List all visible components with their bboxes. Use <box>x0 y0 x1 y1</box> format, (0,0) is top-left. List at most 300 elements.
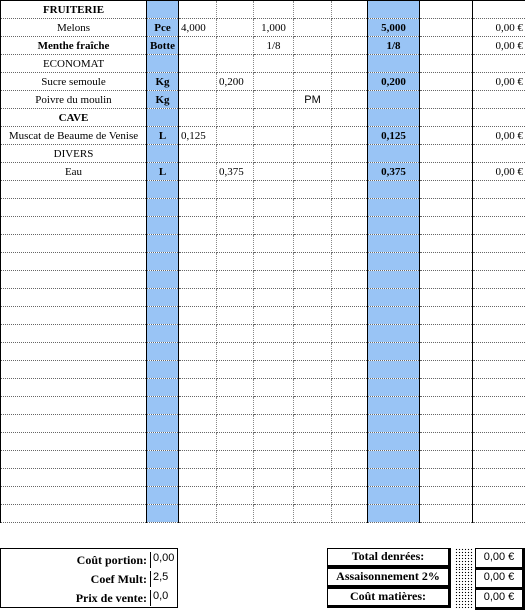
quantity-cell-3[interactable] <box>254 199 294 217</box>
unit-price-cell[interactable] <box>420 235 473 253</box>
quantity-cell-4[interactable] <box>294 37 332 55</box>
total-denrees-value[interactable]: 0,00 € <box>475 548 525 570</box>
empty-row <box>1 361 525 379</box>
quantity-cell-2[interactable] <box>217 379 254 397</box>
quantity-cell-1[interactable] <box>179 433 217 451</box>
quantity-cell-2[interactable] <box>217 487 254 505</box>
total-quantity-cell[interactable] <box>368 397 420 415</box>
ingredient-name-cell[interactable] <box>1 235 147 253</box>
quantity-cell-4[interactable] <box>294 73 332 91</box>
unit-cell[interactable] <box>147 109 179 127</box>
total-quantity-cell[interactable] <box>368 325 420 343</box>
quantity-cell-4[interactable] <box>294 361 332 379</box>
price-cell[interactable] <box>473 469 525 487</box>
quantity-cell-1[interactable] <box>179 451 217 469</box>
unit-price-cell[interactable] <box>420 433 473 451</box>
unit-cell[interactable]: L <box>147 163 179 181</box>
quantity-cell-1[interactable] <box>179 73 217 91</box>
unit-price-cell[interactable] <box>420 1 473 19</box>
quantity-cell-3[interactable] <box>254 487 294 505</box>
ingredient-name-cell[interactable] <box>1 361 147 379</box>
total-quantity-cell[interactable]: 1/8 <box>368 37 420 55</box>
price-cell[interactable] <box>473 325 525 343</box>
unit-cell[interactable]: Botte <box>147 37 179 55</box>
ingredient-name-cell[interactable]: ECONOMAT <box>1 55 147 73</box>
quantity-cell-5[interactable] <box>332 217 368 235</box>
quantity-cell-3[interactable] <box>254 55 294 73</box>
quantity-cell-1[interactable] <box>179 397 217 415</box>
unit-cell[interactable] <box>147 235 179 253</box>
total-quantity-cell[interactable] <box>368 217 420 235</box>
quantity-cell-4[interactable] <box>294 55 332 73</box>
ingredient-name-cell[interactable] <box>1 253 147 271</box>
quantity-cell-2[interactable] <box>217 19 254 37</box>
price-cell[interactable] <box>473 415 525 433</box>
total-quantity-cell[interactable] <box>368 487 420 505</box>
price-cell[interactable] <box>473 361 525 379</box>
ingredient-name-cell[interactable] <box>1 415 147 433</box>
quantity-cell-3[interactable] <box>254 451 294 469</box>
quantity-cell-3[interactable] <box>254 127 294 145</box>
total-quantity-cell[interactable] <box>368 253 420 271</box>
unit-price-cell[interactable] <box>420 19 473 37</box>
quantity-cell-3[interactable] <box>254 271 294 289</box>
unit-cell[interactable] <box>147 505 179 523</box>
quantity-cell-1[interactable] <box>179 109 217 127</box>
price-cell[interactable] <box>473 1 525 19</box>
unit-cell[interactable] <box>147 487 179 505</box>
total-quantity-cell[interactable] <box>368 307 420 325</box>
unit-cell[interactable] <box>147 181 179 199</box>
ingredient-name-cell[interactable]: Melons <box>1 19 147 37</box>
quantity-cell-5[interactable] <box>332 397 368 415</box>
unit-price-cell[interactable] <box>420 145 473 163</box>
quantity-cell-4[interactable] <box>294 19 332 37</box>
quantity-cell-1[interactable] <box>179 91 217 109</box>
quantity-cell-4[interactable] <box>294 1 332 19</box>
unit-cell[interactable] <box>147 199 179 217</box>
unit-price-cell[interactable] <box>420 397 473 415</box>
quantity-cell-4[interactable] <box>294 145 332 163</box>
quantity-cell-4[interactable] <box>294 397 332 415</box>
quantity-cell-3[interactable] <box>254 325 294 343</box>
price-cell[interactable] <box>473 109 525 127</box>
quantity-cell-2[interactable] <box>217 469 254 487</box>
quantity-cell-3[interactable] <box>254 235 294 253</box>
quantity-cell-3[interactable] <box>254 91 294 109</box>
total-quantity-cell[interactable]: 5,000 <box>368 19 420 37</box>
unit-cell[interactable] <box>147 289 179 307</box>
quantity-cell-2[interactable] <box>217 181 254 199</box>
ingredient-name-cell[interactable] <box>1 307 147 325</box>
ingredient-name-cell[interactable] <box>1 217 147 235</box>
unit-cell[interactable] <box>147 55 179 73</box>
unit-price-cell[interactable] <box>420 73 473 91</box>
quantity-cell-5[interactable] <box>332 505 368 523</box>
total-quantity-cell[interactable] <box>368 451 420 469</box>
quantity-cell-3[interactable] <box>254 433 294 451</box>
quantity-cell-5[interactable] <box>332 451 368 469</box>
unit-cell[interactable] <box>147 253 179 271</box>
quantity-cell-2[interactable] <box>217 343 254 361</box>
assaisonnement-value[interactable]: 0,00 € <box>475 568 525 590</box>
ingredient-name-cell[interactable]: Sucre semoule <box>1 73 147 91</box>
total-quantity-cell[interactable] <box>368 145 420 163</box>
quantity-cell-5[interactable] <box>332 343 368 361</box>
quantity-cell-1[interactable] <box>179 325 217 343</box>
total-quantity-cell[interactable] <box>368 235 420 253</box>
price-cell[interactable] <box>473 55 525 73</box>
unit-cell[interactable] <box>147 415 179 433</box>
quantity-cell-5[interactable] <box>332 1 368 19</box>
unit-cell[interactable] <box>147 307 179 325</box>
unit-price-cell[interactable] <box>420 199 473 217</box>
unit-price-cell[interactable] <box>420 325 473 343</box>
quantity-cell-4[interactable] <box>294 415 332 433</box>
quantity-cell-2[interactable] <box>217 199 254 217</box>
quantity-cell-4[interactable] <box>294 325 332 343</box>
ingredient-name-cell[interactable]: CAVE <box>1 109 147 127</box>
quantity-cell-5[interactable] <box>332 73 368 91</box>
unit-cell[interactable] <box>147 343 179 361</box>
total-quantity-cell[interactable]: 0,375 <box>368 163 420 181</box>
unit-cell[interactable] <box>147 271 179 289</box>
unit-cell[interactable]: Kg <box>147 91 179 109</box>
unit-price-cell[interactable] <box>420 109 473 127</box>
quantity-cell-1[interactable] <box>179 469 217 487</box>
quantity-cell-3[interactable] <box>254 505 294 523</box>
quantity-cell-5[interactable] <box>332 199 368 217</box>
quantity-cell-4[interactable] <box>294 307 332 325</box>
unit-price-cell[interactable] <box>420 127 473 145</box>
quantity-cell-1[interactable] <box>179 415 217 433</box>
quantity-cell-1[interactable] <box>179 505 217 523</box>
quantity-cell-4[interactable] <box>294 163 332 181</box>
unit-cell[interactable] <box>147 1 179 19</box>
total-quantity-cell[interactable] <box>368 469 420 487</box>
quantity-cell-1[interactable]: 0,125 <box>179 127 217 145</box>
quantity-cell-5[interactable] <box>332 181 368 199</box>
quantity-cell-5[interactable] <box>332 163 368 181</box>
unit-cell[interactable] <box>147 217 179 235</box>
quantity-cell-4[interactable] <box>294 109 332 127</box>
price-cell[interactable] <box>473 235 525 253</box>
ingredient-name-cell[interactable] <box>1 433 147 451</box>
quantity-cell-2[interactable] <box>217 397 254 415</box>
ingredient-name-cell[interactable]: DIVERS <box>1 145 147 163</box>
price-cell[interactable]: 0,00 € <box>473 163 525 181</box>
total-quantity-cell[interactable] <box>368 415 420 433</box>
unit-cell[interactable] <box>147 325 179 343</box>
quantity-cell-1[interactable] <box>179 289 217 307</box>
quantity-cell-3[interactable] <box>254 307 294 325</box>
ingredient-name-cell[interactable] <box>1 181 147 199</box>
unit-price-cell[interactable] <box>420 379 473 397</box>
coef-mult-label: Coef Mult: <box>91 572 147 587</box>
quantity-cell-4[interactable]: PM <box>294 91 332 109</box>
quantity-cell-1[interactable] <box>179 37 217 55</box>
quantity-cell-5[interactable] <box>332 433 368 451</box>
unit-cell[interactable] <box>147 451 179 469</box>
ingredient-name-cell[interactable] <box>1 397 147 415</box>
total-quantity-cell[interactable] <box>368 199 420 217</box>
quantity-cell-1[interactable] <box>179 145 217 163</box>
unit-price-cell[interactable] <box>420 487 473 505</box>
total-quantity-cell[interactable] <box>368 343 420 361</box>
ingredient-name-cell[interactable] <box>1 487 147 505</box>
quantity-cell-5[interactable] <box>332 469 368 487</box>
quantity-cell-2[interactable] <box>217 325 254 343</box>
price-cell[interactable]: 0,00 € <box>473 127 525 145</box>
unit-cell[interactable]: L <box>147 127 179 145</box>
unit-price-cell[interactable] <box>420 469 473 487</box>
quantity-cell-4[interactable] <box>294 379 332 397</box>
unit-price-cell[interactable] <box>420 253 473 271</box>
quantity-cell-2[interactable] <box>217 235 254 253</box>
ingredient-name-cell[interactable]: Muscat de Beaume de Venise <box>1 127 147 145</box>
total-quantity-cell[interactable] <box>368 379 420 397</box>
quantity-cell-3[interactable] <box>254 73 294 91</box>
unit-price-cell[interactable] <box>420 307 473 325</box>
total-quantity-cell[interactable]: 0,125 <box>368 127 420 145</box>
unit-cell[interactable] <box>147 397 179 415</box>
ingredient-name-cell[interactable]: Eau <box>1 163 147 181</box>
price-cell[interactable] <box>473 505 525 523</box>
unit-price-cell[interactable] <box>420 343 473 361</box>
quantity-cell-2[interactable] <box>217 55 254 73</box>
quantity-cell-2[interactable] <box>217 433 254 451</box>
price-cell[interactable] <box>473 289 525 307</box>
quantity-cell-3[interactable] <box>254 415 294 433</box>
unit-price-cell[interactable] <box>420 163 473 181</box>
unit-price-cell[interactable] <box>420 415 473 433</box>
quantity-cell-3[interactable] <box>254 397 294 415</box>
quantity-cell-4[interactable] <box>294 487 332 505</box>
unit-price-cell[interactable] <box>420 55 473 73</box>
quantity-cell-1[interactable] <box>179 1 217 19</box>
quantity-cell-3[interactable] <box>254 343 294 361</box>
unit-cell[interactable]: Pce <box>147 19 179 37</box>
quantity-cell-2[interactable] <box>217 109 254 127</box>
quantity-cell-3[interactable] <box>254 1 294 19</box>
quantity-cell-3[interactable] <box>254 145 294 163</box>
unit-price-cell[interactable] <box>420 37 473 55</box>
price-cell[interactable] <box>473 433 525 451</box>
quantity-cell-2[interactable] <box>217 145 254 163</box>
total-quantity-cell[interactable] <box>368 55 420 73</box>
quantity-cell-3[interactable] <box>254 379 294 397</box>
coef-mult-value[interactable]: 2,5 <box>150 571 176 587</box>
ingredient-name-cell[interactable] <box>1 343 147 361</box>
quantity-cell-1[interactable] <box>179 217 217 235</box>
unit-price-cell[interactable] <box>420 271 473 289</box>
quantity-cell-1[interactable] <box>179 361 217 379</box>
price-cell[interactable] <box>473 271 525 289</box>
quantity-cell-3[interactable] <box>254 109 294 127</box>
quantity-cell-2[interactable] <box>217 253 254 271</box>
total-quantity-cell[interactable] <box>368 505 420 523</box>
quantity-cell-1[interactable] <box>179 181 217 199</box>
quantity-cell-2[interactable] <box>217 127 254 145</box>
price-cell[interactable] <box>473 145 525 163</box>
total-quantity-cell[interactable] <box>368 1 420 19</box>
quantity-cell-2[interactable] <box>217 361 254 379</box>
quantity-cell-1[interactable] <box>179 343 217 361</box>
quantity-cell-2[interactable] <box>217 307 254 325</box>
quantity-cell-4[interactable] <box>294 271 332 289</box>
price-cell[interactable]: 0,00 € <box>473 19 525 37</box>
quantity-cell-1[interactable] <box>179 163 217 181</box>
total-quantity-cell[interactable] <box>368 109 420 127</box>
price-cell[interactable] <box>473 91 525 109</box>
quantity-cell-2[interactable]: 0,375 <box>217 163 254 181</box>
ingredient-name-cell[interactable] <box>1 289 147 307</box>
ingredient-name-cell[interactable] <box>1 451 147 469</box>
quantity-cell-4[interactable] <box>294 289 332 307</box>
quantity-cell-4[interactable] <box>294 235 332 253</box>
quantity-cell-4[interactable] <box>294 127 332 145</box>
price-cell[interactable] <box>473 307 525 325</box>
quantity-cell-5[interactable] <box>332 235 368 253</box>
price-cell[interactable] <box>473 343 525 361</box>
quantity-cell-4[interactable] <box>294 451 332 469</box>
quantity-cell-5[interactable] <box>332 307 368 325</box>
quantity-cell-5[interactable] <box>332 361 368 379</box>
quantity-cell-1[interactable] <box>179 307 217 325</box>
unit-cell[interactable] <box>147 145 179 163</box>
quantity-cell-4[interactable] <box>294 181 332 199</box>
quantity-cell-2[interactable] <box>217 91 254 109</box>
quantity-cell-3[interactable]: 1,000 <box>254 19 294 37</box>
quantity-cell-3[interactable] <box>254 289 294 307</box>
ingredient-name-cell[interactable] <box>1 199 147 217</box>
quantity-cell-5[interactable] <box>332 55 368 73</box>
quantity-cell-1[interactable]: 4,000 <box>179 19 217 37</box>
quantity-cell-1[interactable] <box>179 271 217 289</box>
total-quantity-cell[interactable] <box>368 271 420 289</box>
quantity-cell-5[interactable] <box>332 379 368 397</box>
price-cell[interactable] <box>473 181 525 199</box>
unit-cell[interactable] <box>147 469 179 487</box>
quantity-cell-3[interactable] <box>254 181 294 199</box>
total-quantity-cell[interactable]: 0,200 <box>368 73 420 91</box>
cout-portion-value[interactable]: 0,00 <box>150 552 176 568</box>
quantity-cell-2[interactable] <box>217 415 254 433</box>
ingredient-row <box>1 163 525 181</box>
quantity-cell-5[interactable] <box>332 127 368 145</box>
quantity-cell-5[interactable] <box>332 271 368 289</box>
quantity-cell-5[interactable] <box>332 415 368 433</box>
ingredient-name-cell[interactable]: Poivre du moulin <box>1 91 147 109</box>
quantity-cell-5[interactable] <box>332 253 368 271</box>
total-quantity-cell[interactable] <box>368 91 420 109</box>
price-cell[interactable] <box>473 487 525 505</box>
unit-cell[interactable]: Kg <box>147 73 179 91</box>
quantity-cell-1[interactable] <box>179 487 217 505</box>
quantity-cell-2[interactable] <box>217 217 254 235</box>
ingredient-name-cell[interactable] <box>1 379 147 397</box>
quantity-cell-2[interactable] <box>217 271 254 289</box>
unit-price-cell[interactable] <box>420 217 473 235</box>
quantity-cell-2[interactable] <box>217 289 254 307</box>
ingredient-name-cell[interactable] <box>1 325 147 343</box>
quantity-cell-1[interactable] <box>179 199 217 217</box>
prix-vente-value[interactable]: 0,0 <box>150 590 176 606</box>
quantity-cell-1[interactable] <box>179 253 217 271</box>
quantity-cell-3[interactable] <box>254 361 294 379</box>
cout-matieres-value[interactable]: 0,00 € <box>475 588 525 610</box>
quantity-cell-4[interactable] <box>294 433 332 451</box>
price-cell[interactable] <box>473 451 525 469</box>
quantity-cell-2[interactable] <box>217 451 254 469</box>
total-quantity-cell[interactable] <box>368 433 420 451</box>
unit-cell[interactable] <box>147 379 179 397</box>
price-cell[interactable] <box>473 379 525 397</box>
quantity-cell-5[interactable] <box>332 325 368 343</box>
quantity-cell-3[interactable] <box>254 253 294 271</box>
price-cell[interactable] <box>473 217 525 235</box>
quantity-cell-5[interactable] <box>332 145 368 163</box>
quantity-cell-5[interactable] <box>332 19 368 37</box>
quantity-cell-4[interactable] <box>294 217 332 235</box>
ingredient-name-cell[interactable] <box>1 271 147 289</box>
ingredient-name-cell[interactable]: Menthe fraîche <box>1 37 147 55</box>
unit-cell[interactable] <box>147 361 179 379</box>
quantity-cell-2[interactable] <box>217 37 254 55</box>
price-cell[interactable] <box>473 199 525 217</box>
quantity-cell-4[interactable] <box>294 469 332 487</box>
price-cell[interactable]: 0,00 € <box>473 37 525 55</box>
quantity-cell-4[interactable] <box>294 199 332 217</box>
quantity-cell-5[interactable] <box>332 289 368 307</box>
quantity-cell-4[interactable] <box>294 505 332 523</box>
unit-cell[interactable] <box>147 433 179 451</box>
quantity-cell-3[interactable] <box>254 217 294 235</box>
total-quantity-cell[interactable] <box>368 361 420 379</box>
quantity-cell-5[interactable] <box>332 109 368 127</box>
unit-price-cell[interactable] <box>420 289 473 307</box>
quantity-cell-4[interactable] <box>294 343 332 361</box>
quantity-cell-2[interactable] <box>217 505 254 523</box>
ingredient-name-cell[interactable] <box>1 505 147 523</box>
quantity-cell-3[interactable] <box>254 163 294 181</box>
ingredient-name-cell[interactable]: FRUITERIE <box>1 1 147 19</box>
unit-price-cell[interactable] <box>420 181 473 199</box>
ingredient-name-cell[interactable] <box>1 469 147 487</box>
price-cell[interactable] <box>473 397 525 415</box>
empty-row <box>1 289 525 307</box>
quantity-cell-1[interactable] <box>179 379 217 397</box>
quantity-cell-5[interactable] <box>332 37 368 55</box>
total-quantity-cell[interactable] <box>368 289 420 307</box>
quantity-cell-2[interactable]: 0,200 <box>217 73 254 91</box>
quantity-cell-1[interactable] <box>179 55 217 73</box>
unit-price-cell[interactable] <box>420 451 473 469</box>
total-quantity-cell[interactable] <box>368 181 420 199</box>
unit-price-cell[interactable] <box>420 361 473 379</box>
quantity-cell-4[interactable] <box>294 253 332 271</box>
quantity-cell-3[interactable] <box>254 469 294 487</box>
quantity-cell-2[interactable] <box>217 1 254 19</box>
quantity-cell-5[interactable] <box>332 487 368 505</box>
price-cell[interactable]: 0,00 € <box>473 73 525 91</box>
price-cell[interactable] <box>473 253 525 271</box>
quantity-cell-1[interactable] <box>179 235 217 253</box>
unit-price-cell[interactable] <box>420 91 473 109</box>
quantity-cell-5[interactable] <box>332 91 368 109</box>
quantity-cell-3[interactable]: 1/8 <box>254 37 294 55</box>
unit-price-cell[interactable] <box>420 505 473 523</box>
